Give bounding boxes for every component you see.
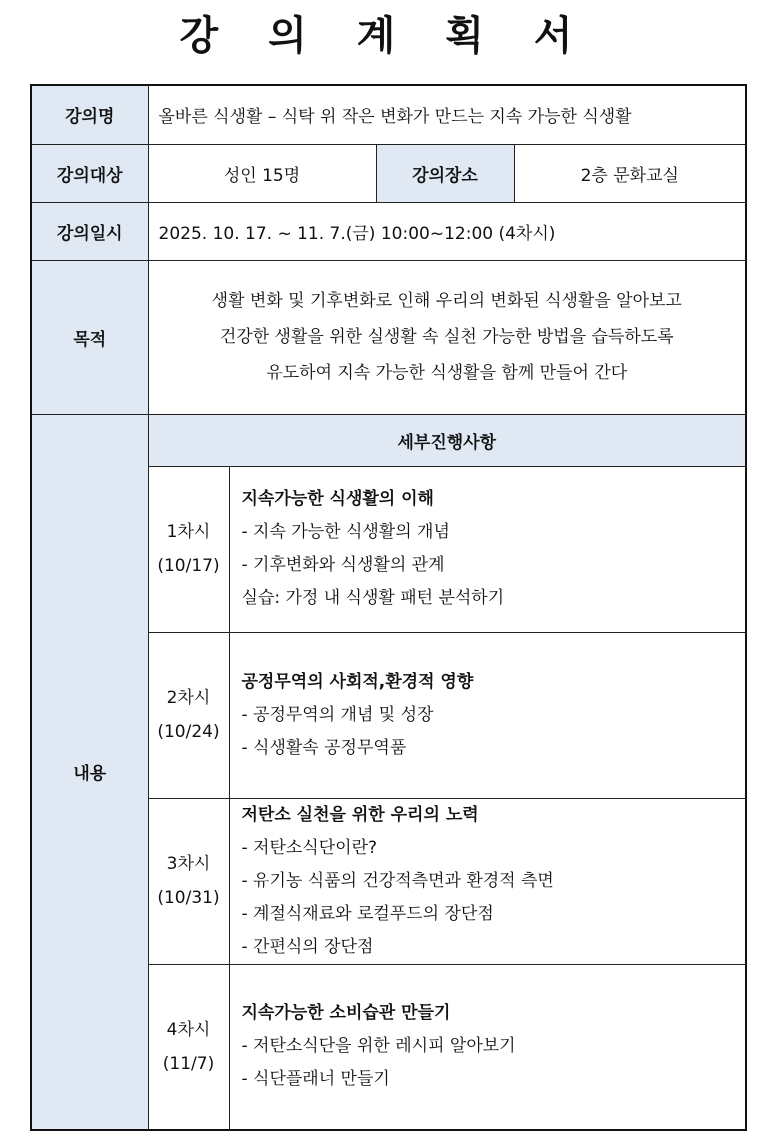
- document-title: 강 의 계 획 서: [179, 13, 591, 59]
- lecture-plan-table: [30, 84, 747, 1131]
- row-target-place: [31, 144, 746, 202]
- session-number: [148, 964, 229, 1130]
- session-title: 지속가능한 소비습관 만들기: [241, 1003, 451, 1024]
- row-lecture-name: [31, 85, 746, 144]
- session-detail: [229, 798, 746, 964]
- session-no: 2차시: [166, 688, 211, 708]
- session-item: - 계절식재료와 로컬푸드의 장단점: [241, 903, 494, 924]
- session-item: - 유기농 식품의 건강적측면과 환경적 측면: [241, 870, 554, 891]
- session-detail: [229, 964, 746, 1130]
- purpose-line: 생활 변화 및 기후변화로 인해 우리의 변화된 식생활을 알아보고: [211, 291, 682, 311]
- place-value: 2층 문화교실: [514, 144, 746, 202]
- lecture-name-label: 강의명: [31, 85, 148, 144]
- session-title: 지속가능한 식생활의 이해: [241, 489, 434, 509]
- session-no: 3차시: [166, 854, 211, 874]
- session-item: - 공정무역의 개념 및 성장: [241, 704, 434, 725]
- session-date: (10/31): [157, 888, 220, 908]
- row-details-header: [31, 414, 746, 466]
- place-label: 강의장소: [376, 144, 514, 202]
- session-item: - 지속 가능한 식생활의 개념: [241, 522, 450, 542]
- session-number: [148, 466, 229, 632]
- date-value: 2025. 10. 17. ~ 11. 7.(금) 10:00~12:00 (4차시): [148, 202, 746, 260]
- target-label: 강의대상: [31, 144, 148, 202]
- session-item: 실습: 가정 내 식생활 패턴 분석하기: [241, 588, 505, 608]
- session-detail: [229, 466, 746, 632]
- session-item: - 식단플래너 만들기: [241, 1069, 390, 1090]
- session-item: - 기후변화와 식생활의 관계: [241, 555, 445, 575]
- row-date: [31, 202, 746, 260]
- session-number: [148, 798, 229, 964]
- row-purpose: [31, 260, 746, 414]
- session-no: 1차시: [166, 522, 211, 542]
- purpose-line: 유도하여 지속 가능한 식생활을 함께 만들어 간다: [266, 363, 628, 383]
- target-value: 성인 15명: [148, 144, 376, 202]
- lecture-name-value: 올바른 식생활 – 식탁 위 작은 변화가 만드는 지속 가능한 식생활: [148, 85, 746, 144]
- session-item: - 식생활속 공정무역품: [241, 737, 407, 758]
- session-title: 공정무역의 사회적,환경적 영향: [241, 671, 474, 692]
- content-label: 내용: [31, 414, 148, 1130]
- purpose-line: 건강한 생활을 위한 실생활 속 실천 가능한 방법을 습득하도록: [219, 327, 674, 347]
- details-header: 세부진행사항: [148, 414, 746, 466]
- purpose-text: [148, 260, 746, 414]
- session-date: (11/7): [162, 1053, 215, 1074]
- purpose-label: 목적: [31, 260, 148, 414]
- date-label: 강의일시: [31, 202, 148, 260]
- session-item: - 저탄소식단을 위한 레시피 알아보기: [241, 1036, 516, 1057]
- session-title: 저탄소 실천을 위한 우리의 노력: [241, 804, 479, 825]
- session-date: (10/17): [157, 556, 220, 576]
- session-item: - 간편식의 장단점: [241, 936, 374, 957]
- session-date: (10/24): [157, 722, 220, 742]
- session-item: - 저탄소식단이란?: [241, 837, 378, 858]
- session-detail: [229, 632, 746, 798]
- session-number: [148, 632, 229, 798]
- session-no: 4차시: [166, 1019, 211, 1040]
